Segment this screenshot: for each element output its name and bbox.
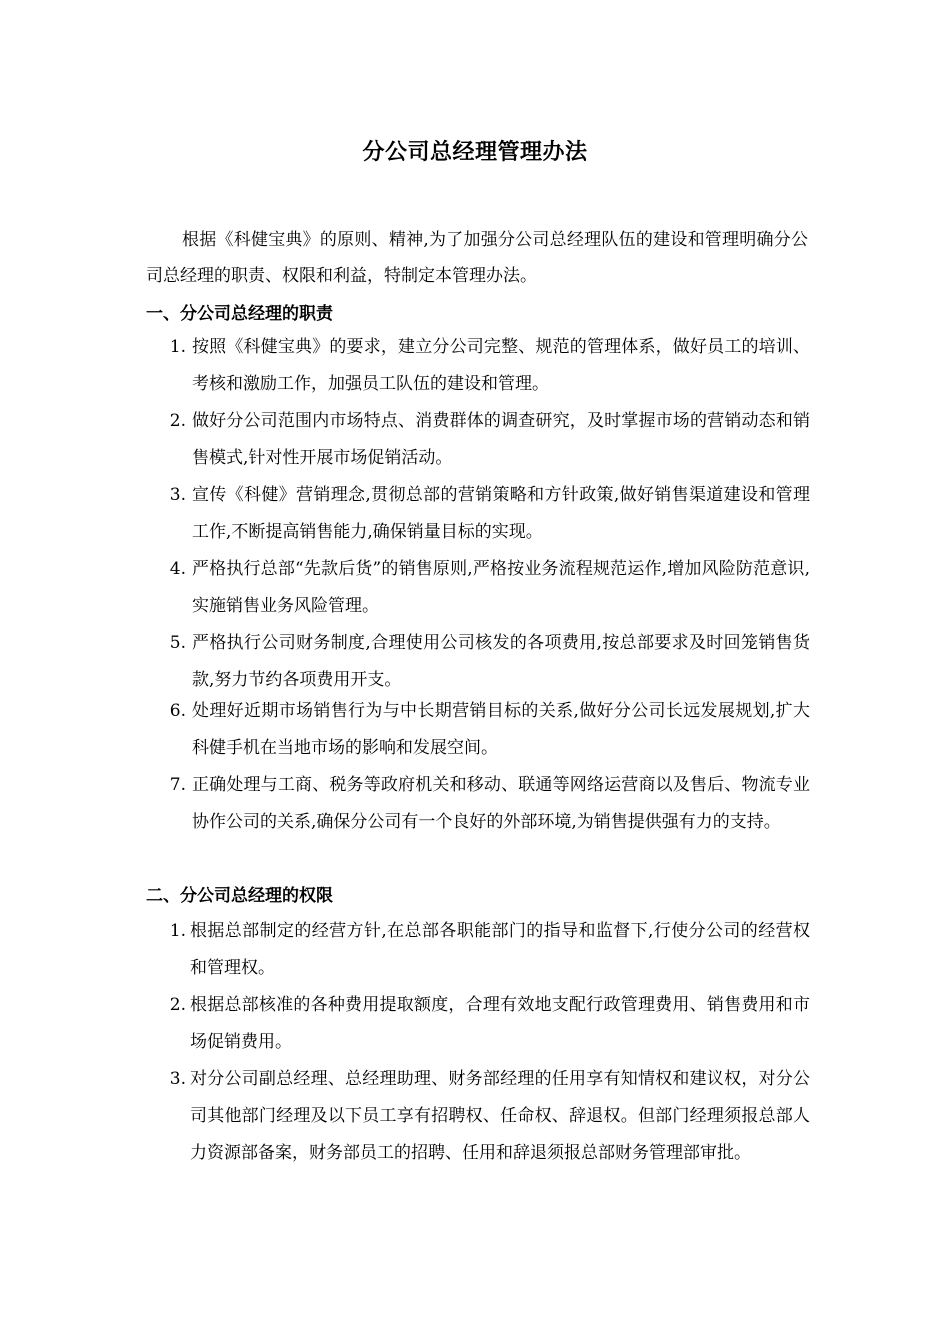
- list-item: [160, 693, 810, 767]
- list-item: [160, 329, 810, 403]
- list-item: [160, 551, 810, 625]
- list-item-text: 做好分公司范围内市场特点、消费群体的调查研究，及时掌握市场的营销动态和销售模式,针对性开展市场促销活动。: [192, 411, 810, 468]
- list-item-number: 4.: [169, 559, 186, 579]
- list-item-text: 对分公司副总经理、总经理助理、财务部经理的任用享有知情权和建议权，对分公司其他部门经理及以下员工享有招聘权、任命权、辞退权。但部门经理须报总部人力资源部备案，财务部员工的招聘、任用和辞退须报总部财务管理部审批。: [190, 1069, 810, 1163]
- list-item: [160, 403, 810, 477]
- list-item: [160, 1061, 810, 1172]
- list-item-text: 根据总部核准的各种费用提取额度，合理有效地支配行政管理费用、销售费用和市场促销费用。: [190, 995, 810, 1052]
- list-item-number: 7.: [169, 775, 186, 795]
- page-title: 分公司总经理管理办法: [362, 139, 588, 165]
- list-item: [160, 987, 810, 1061]
- list-item-text: 正确处理与工商、税务等政府机关和移动、联通等网络运营商以及售后、物流专业协作公司的关系,确保分公司有一个良好的外部环境,为销售提供强有力的支持。: [192, 775, 810, 832]
- section-heading-duties: 一、分公司总经理的职责: [146, 304, 333, 324]
- list-item: [160, 767, 810, 841]
- list-item-number: 1.: [169, 921, 186, 941]
- list-item: [160, 913, 810, 987]
- list-item-text: 按照《科健宝典》的要求，建立分公司完整、规范的管理体系，做好员工的培训、考核和激励工作，加强员工队伍的建设和管理。: [192, 337, 810, 394]
- list-item-number: 2.: [169, 411, 186, 431]
- intro-paragraph: 根据《科健宝典》的原则、精神,为了加强分公司总经理队伍的建设和管理明确分公司总经理的职责、权限和利益，特制定本管理办法。: [146, 230, 808, 286]
- list-item-text: 严格执行公司财务制度,合理使用公司核发的各项费用,按总部要求及时回笼销售货款,努力节约各项费用开支。: [192, 633, 810, 690]
- list-item: [160, 477, 810, 551]
- list-item-number: 5.: [169, 633, 186, 653]
- list-item-text: 根据总部制定的经营方针,在总部各职能部门的指导和监督下,行使分公司的经营权和管理权。: [190, 921, 810, 978]
- list-item-text: 宣传《科健》营销理念,贯彻总部的营销策略和方针政策,做好销售渠道建设和管理工作,不断提高销售能力,确保销量目标的实现。: [192, 485, 810, 542]
- list-item: [160, 625, 810, 699]
- list-item-number: 3.: [169, 1069, 186, 1089]
- list-item-text: 严格执行总部“先款后货”的销售原则,严格按业务流程规范运作,增加风险防范意识,实施销售业务风险管理。: [192, 559, 810, 616]
- list-item-number: 3.: [169, 485, 186, 505]
- section-heading-authority: 二、分公司总经理的权限: [146, 886, 333, 906]
- list-item-number: 2.: [169, 995, 186, 1015]
- list-item-number: 1.: [169, 337, 186, 357]
- list-item-number: 6.: [169, 701, 186, 721]
- list-item-text: 处理好近期市场销售行为与中长期营销目标的关系,做好分公司长远发展规划,扩大科健手机在当地市场的影响和发展空间。: [192, 701, 810, 758]
